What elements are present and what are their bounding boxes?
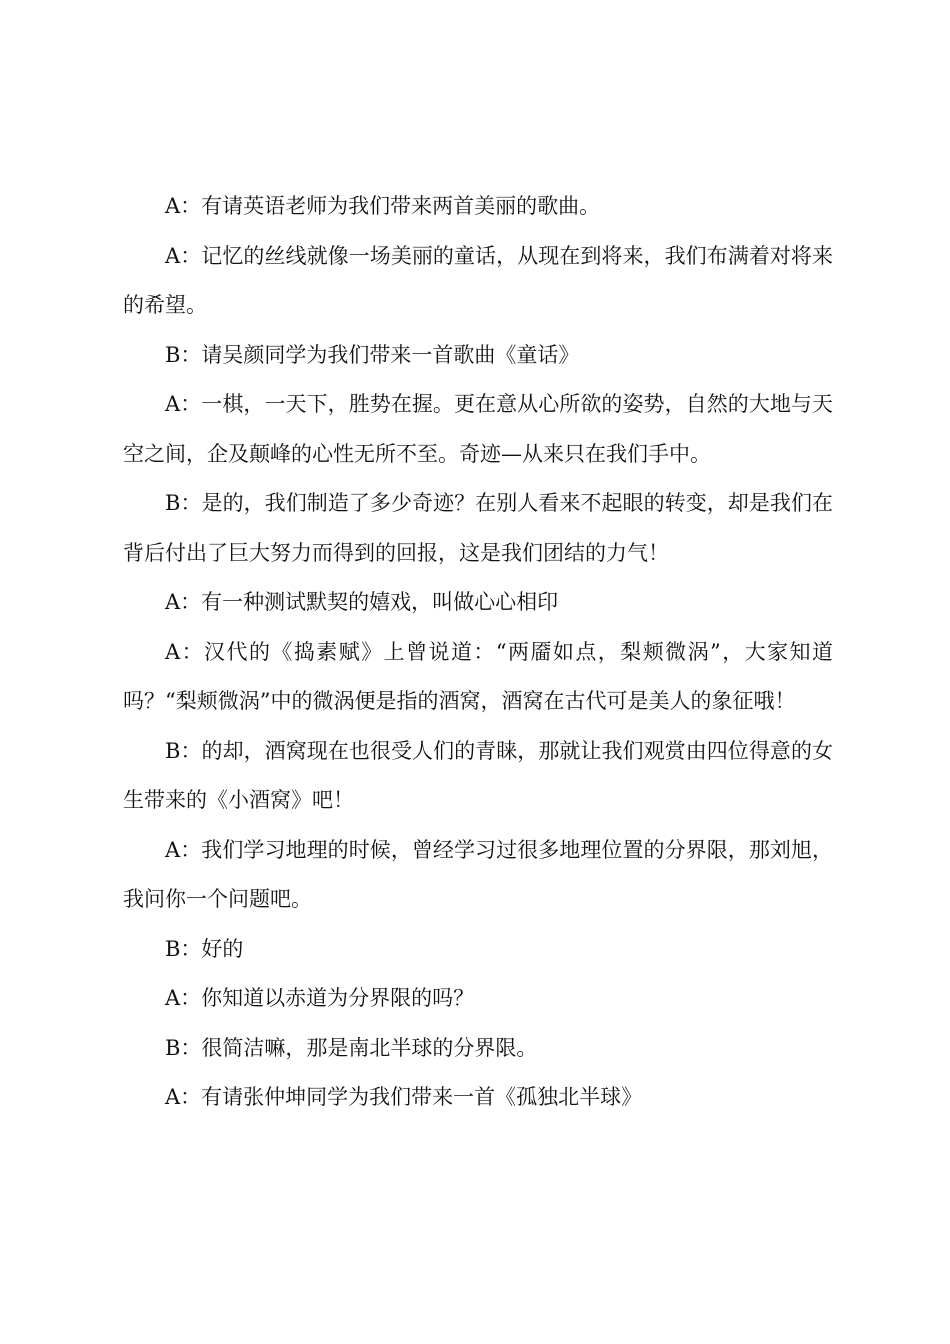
dialogue-paragraph: A：记忆的丝线就像一场美丽的童话，从现在到将来，我们布满着对将来的希望。 [123, 243, 833, 317]
dialogue-paragraph: B：的却，酒窝现在也很受人们的青睐，那就让我们观赏由四位得意的女生带来的《小酒窝》吧！ [123, 738, 833, 812]
dialogue-paragraph: A：我们学习地理的时候，曾经学习过很多地理位置的分界限，那刘旭，我问你一个问题吧。 [123, 837, 833, 911]
dialogue-paragraph: A：有请张仲坤同学为我们带来一首《孤独北半球》 [165, 1085, 643, 1109]
document-body [123, 182, 833, 1123]
dialogue-paragraph: A：有请英语老师为我们带来两首美丽的歌曲。 [165, 194, 601, 218]
dialogue-paragraph: B：请吴颜同学为我们带来一首歌曲《童话》 [165, 342, 580, 367]
dialogue-paragraph: A：一棋，一天下，胜势在握。更在意从心所欲的姿势，自然的大地与天空之间，企及颠峰的心性无所不至。奇迹—从来只在我们手中。 [123, 392, 833, 466]
dialogue-paragraph: A：你知道以赤道为分界限的吗？ [165, 986, 475, 1010]
dialogue-paragraph: B：好的 [165, 936, 244, 961]
dialogue-paragraph: A：汉代的《捣素赋》上曾说道：“两靥如点，梨颊微涡”，大家知道吗？“梨颊微涡”中的微涡便是指的酒窝，酒窝在古代可是美人的象征哦！ [123, 639, 833, 713]
dialogue-paragraph: B：很简洁嘛，那是南北半球的分界限。 [165, 1035, 538, 1060]
dialogue-paragraph: B：是的，我们制造了多少奇迹？在别人看来不起眼的转变，却是我们在背后付出了巨大努力而得到的回报，这是我们团结的力气！ [123, 491, 833, 565]
dialogue-paragraph: A：有一种测试默契的嬉戏，叫做心心相印 [165, 590, 559, 614]
